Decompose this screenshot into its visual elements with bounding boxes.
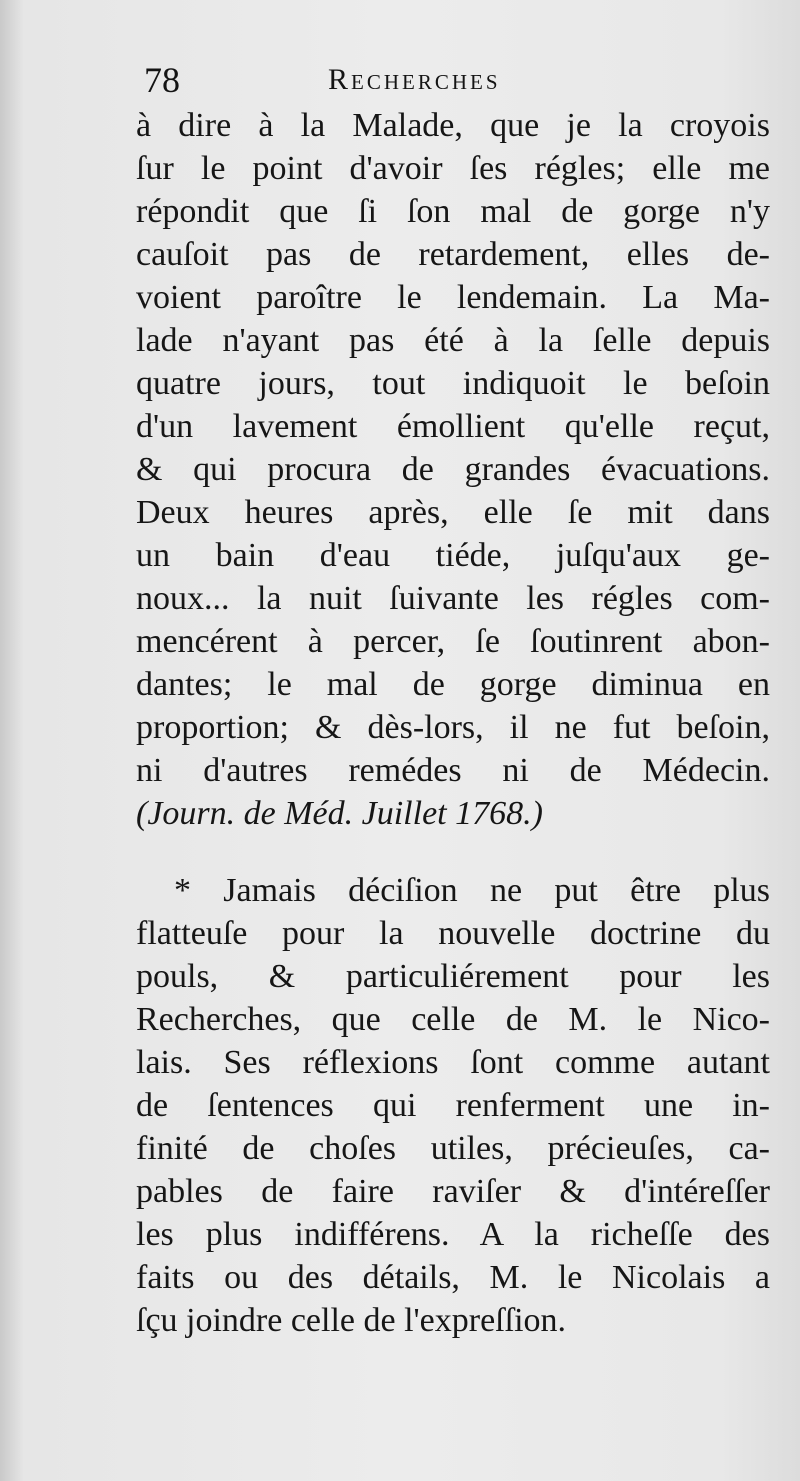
text-line: pables de faire raviſer & d'intéreſſer — [136, 1173, 770, 1210]
text-line: lade n'ayant pas été à la ſelle depuis — [136, 322, 770, 359]
paragraph-continued — [136, 104, 770, 835]
text-line: les plus indifférens. A la richeſſe des — [136, 1216, 770, 1253]
text-line: un bain d'eau tiéde, juſqu'aux ge- — [136, 537, 770, 574]
page-number: 78 — [144, 60, 180, 100]
text-line: flatteuſe pour la nouvelle doctrine du — [136, 915, 770, 952]
citation-line: (Journ. de Méd. Juillet 1768.) — [136, 795, 543, 832]
page-header — [138, 60, 778, 100]
text-line: ſur le point d'avoir ſes régles; elle me — [136, 150, 770, 187]
text-line: à dire à la Malade, que je la croyois — [136, 107, 770, 144]
text-line: ſçu joindre celle de l'expreſſion. — [136, 1302, 567, 1339]
text-line: d'un lavement émollient qu'elle reçut, — [136, 408, 770, 445]
text-line: & qui procura de grandes évacuations. — [136, 451, 770, 488]
text-line: finité de choſes utiles, précieuſes, ca- — [136, 1130, 770, 1167]
text-line: * Jamais déciſion ne put être plus — [174, 872, 770, 909]
text-line: noux... la nuit ſuivante les régles com- — [136, 580, 770, 617]
paragraph-footnote — [136, 869, 770, 1342]
text-line: répondit que ſi ſon mal de gorge n'y — [136, 193, 770, 230]
paragraph-gap — [136, 835, 770, 869]
text-line: mencérent à percer, ſe ſoutinrent abon- — [136, 623, 770, 660]
text-line: lais. Ses réflexions ſont comme autant — [136, 1044, 770, 1081]
text-line: faits ou des détails, M. le Nicolais a — [136, 1259, 770, 1296]
text-line: voient paroître le lendemain. La Ma- — [136, 279, 770, 316]
text-line: Recherches, que celle de M. le Nico- — [136, 1001, 770, 1038]
text-line: de ſentences qui renferment une in- — [136, 1087, 770, 1124]
running-head: Recherches — [328, 63, 501, 96]
body-text — [136, 104, 770, 1342]
text-line: pouls, & particuliérement pour les — [136, 958, 770, 995]
text-line: ni d'autres remédes ni de Médecin. — [136, 752, 770, 789]
text-line: cauſoit pas de retardement, elles de- — [136, 236, 770, 273]
text-line: proportion; & dès-lors, il ne fut beſoin, — [136, 709, 770, 746]
text-line: dantes; le mal de gorge diminua en — [136, 666, 770, 703]
text-line: quatre jours, tout indiquoit le beſoin — [136, 365, 770, 402]
text-line: Deux heures après, elle ſe mit dans — [136, 494, 770, 531]
